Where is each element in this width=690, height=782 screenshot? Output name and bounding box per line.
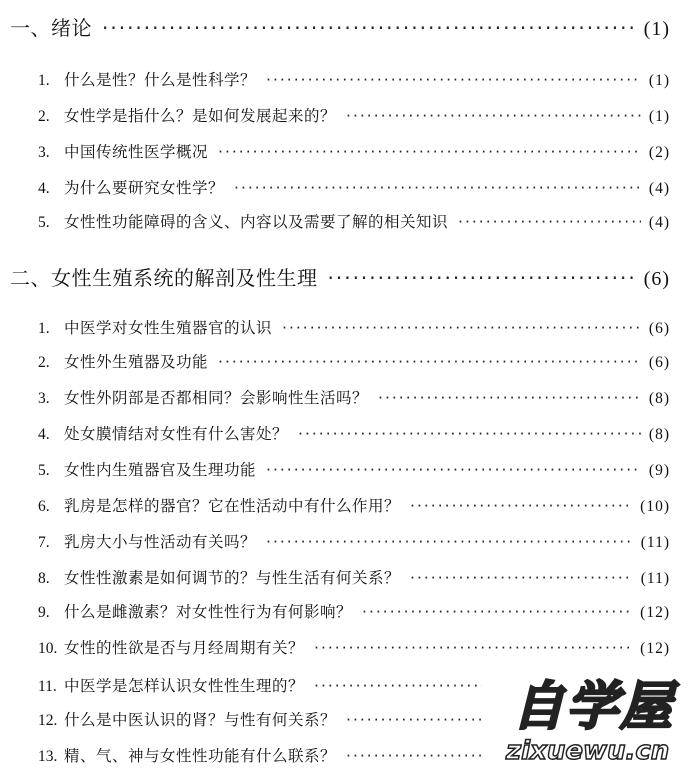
entry-title: 精、气、神与女性性功能有什么联系？ bbox=[64, 747, 337, 765]
page-number: (12) bbox=[640, 604, 670, 621]
toc-entry[interactable] bbox=[38, 210, 670, 232]
dot-leader bbox=[102, 16, 636, 40]
toc-entry[interactable] bbox=[38, 104, 670, 126]
entry-number: 2. bbox=[38, 354, 50, 371]
dot-leader bbox=[298, 425, 641, 443]
entry-title: 乳房是怎样的器官？它在性活动中有什么作用？ bbox=[64, 497, 401, 515]
toc-entry[interactable] bbox=[38, 176, 670, 198]
entry-title: 女性内生殖器官及生理功能 bbox=[64, 461, 257, 479]
entry-title: 处女膜情结对女性有什么害处？ bbox=[64, 425, 289, 443]
entry-title: 什么是中医认识的肾？与性有何关系？ bbox=[64, 711, 337, 729]
entry-number: 1. bbox=[38, 72, 50, 89]
page-number: (9) bbox=[648, 462, 670, 479]
page-number: (1) bbox=[643, 18, 670, 40]
dot-leader bbox=[458, 213, 641, 231]
dot-leader bbox=[266, 533, 633, 551]
entry-title: 女性外生殖器及功能 bbox=[64, 353, 209, 371]
dot-leader bbox=[378, 389, 641, 407]
page-number: (4) bbox=[648, 180, 670, 197]
dot-leader bbox=[234, 179, 641, 197]
page-number: (6) bbox=[648, 320, 670, 337]
page-number: (1) bbox=[648, 72, 670, 89]
entry-number: 9. bbox=[38, 604, 50, 621]
entry-title: 女性学是指什么？是如何发展起来的？ bbox=[64, 107, 337, 125]
entry-title: 什么是雌激素？对女性性行为有何影响？ bbox=[64, 603, 353, 621]
toc-entry[interactable] bbox=[38, 494, 670, 516]
dot-leader bbox=[346, 107, 641, 125]
entry-number: 1. bbox=[38, 320, 50, 337]
page-number: (8) bbox=[648, 426, 670, 443]
entry-number: 12. bbox=[38, 712, 58, 729]
entry-number: 4. bbox=[38, 180, 50, 197]
dot-leader bbox=[410, 497, 632, 515]
dot-leader bbox=[218, 353, 641, 371]
dot-leader bbox=[314, 677, 482, 695]
dot-leader bbox=[266, 461, 641, 479]
entry-number: 8. bbox=[38, 570, 50, 587]
entry-number: 2. bbox=[38, 108, 50, 125]
page-number: (10) bbox=[640, 498, 670, 515]
toc-entry[interactable] bbox=[38, 386, 670, 408]
entry-number: 11. bbox=[38, 678, 57, 695]
toc-entry[interactable] bbox=[38, 316, 670, 338]
entry-number: 4. bbox=[38, 426, 50, 443]
entry-number: 3. bbox=[38, 144, 50, 161]
entry-number: 7. bbox=[38, 534, 50, 551]
toc-entry[interactable] bbox=[38, 140, 670, 162]
page-number: (8) bbox=[648, 390, 670, 407]
dot-leader bbox=[410, 569, 633, 587]
entry-number: 10. bbox=[38, 640, 58, 657]
toc-entry[interactable] bbox=[38, 458, 670, 480]
toc-entry[interactable] bbox=[38, 600, 670, 622]
chapter-heading[interactable] bbox=[10, 262, 670, 291]
toc-entry[interactable] bbox=[38, 636, 670, 658]
toc-entry[interactable] bbox=[38, 708, 490, 730]
dot-leader bbox=[218, 143, 641, 161]
entry-title: 中医学是怎样认识女性性生理的？ bbox=[64, 677, 305, 695]
watermark-text-small: zixuewu.cn bbox=[506, 736, 670, 766]
page-number: (6) bbox=[643, 268, 670, 290]
dot-leader bbox=[266, 71, 641, 89]
toc-entry[interactable] bbox=[38, 350, 670, 372]
page-number: (4) bbox=[648, 214, 670, 231]
entry-title: 女性性功能障碍的含义、内容以及需要了解的相关知识 bbox=[64, 213, 449, 231]
chapter-title: 一、绪论 bbox=[10, 16, 92, 40]
entry-number: 5. bbox=[38, 462, 50, 479]
page-number: (6) bbox=[648, 354, 670, 371]
watermark-text-large: 自学屋 bbox=[512, 677, 675, 737]
page-number: (12) bbox=[640, 640, 670, 657]
entry-title: 中医学对女性生殖器官的认识 bbox=[64, 319, 273, 337]
entry-number: 13. bbox=[38, 748, 58, 765]
entry-title: 乳房大小与性活动有关吗？ bbox=[64, 533, 257, 551]
toc-entry[interactable] bbox=[38, 566, 670, 588]
toc-entry[interactable] bbox=[38, 422, 670, 444]
entry-title: 为什么要研究女性学？ bbox=[64, 179, 225, 197]
dot-leader bbox=[346, 747, 482, 765]
toc-entry[interactable] bbox=[38, 674, 490, 696]
dot-leader bbox=[346, 711, 482, 729]
entry-title: 女性性激素是如何调节的？与性生活有何关系？ bbox=[64, 569, 401, 587]
dot-leader bbox=[314, 639, 632, 657]
chapter-heading[interactable] bbox=[10, 12, 670, 41]
page-number: (2) bbox=[648, 144, 670, 161]
dot-leader bbox=[362, 603, 632, 621]
entry-number: 3. bbox=[38, 390, 50, 407]
page-number: (11) bbox=[640, 570, 670, 587]
entry-title: 女性的性欲是否与月经周期有关？ bbox=[64, 639, 305, 657]
toc-entry[interactable] bbox=[38, 744, 490, 766]
page-number: (1) bbox=[648, 108, 670, 125]
entry-title: 什么是性？什么是性科学？ bbox=[64, 71, 257, 89]
entry-number: 6. bbox=[38, 498, 50, 515]
dot-leader bbox=[328, 266, 636, 290]
toc-entry[interactable] bbox=[38, 68, 670, 90]
entry-title: 女性外阴部是否都相同？会影响性生活吗？ bbox=[64, 389, 369, 407]
page-number: (11) bbox=[640, 534, 670, 551]
entry-title: 中国传统性医学概况 bbox=[64, 143, 209, 161]
chapter-title: 二、女性生殖系统的解剖及性生理 bbox=[10, 266, 318, 290]
entry-number: 5. bbox=[38, 214, 50, 231]
dot-leader bbox=[282, 319, 641, 337]
toc-entry[interactable] bbox=[38, 530, 670, 552]
